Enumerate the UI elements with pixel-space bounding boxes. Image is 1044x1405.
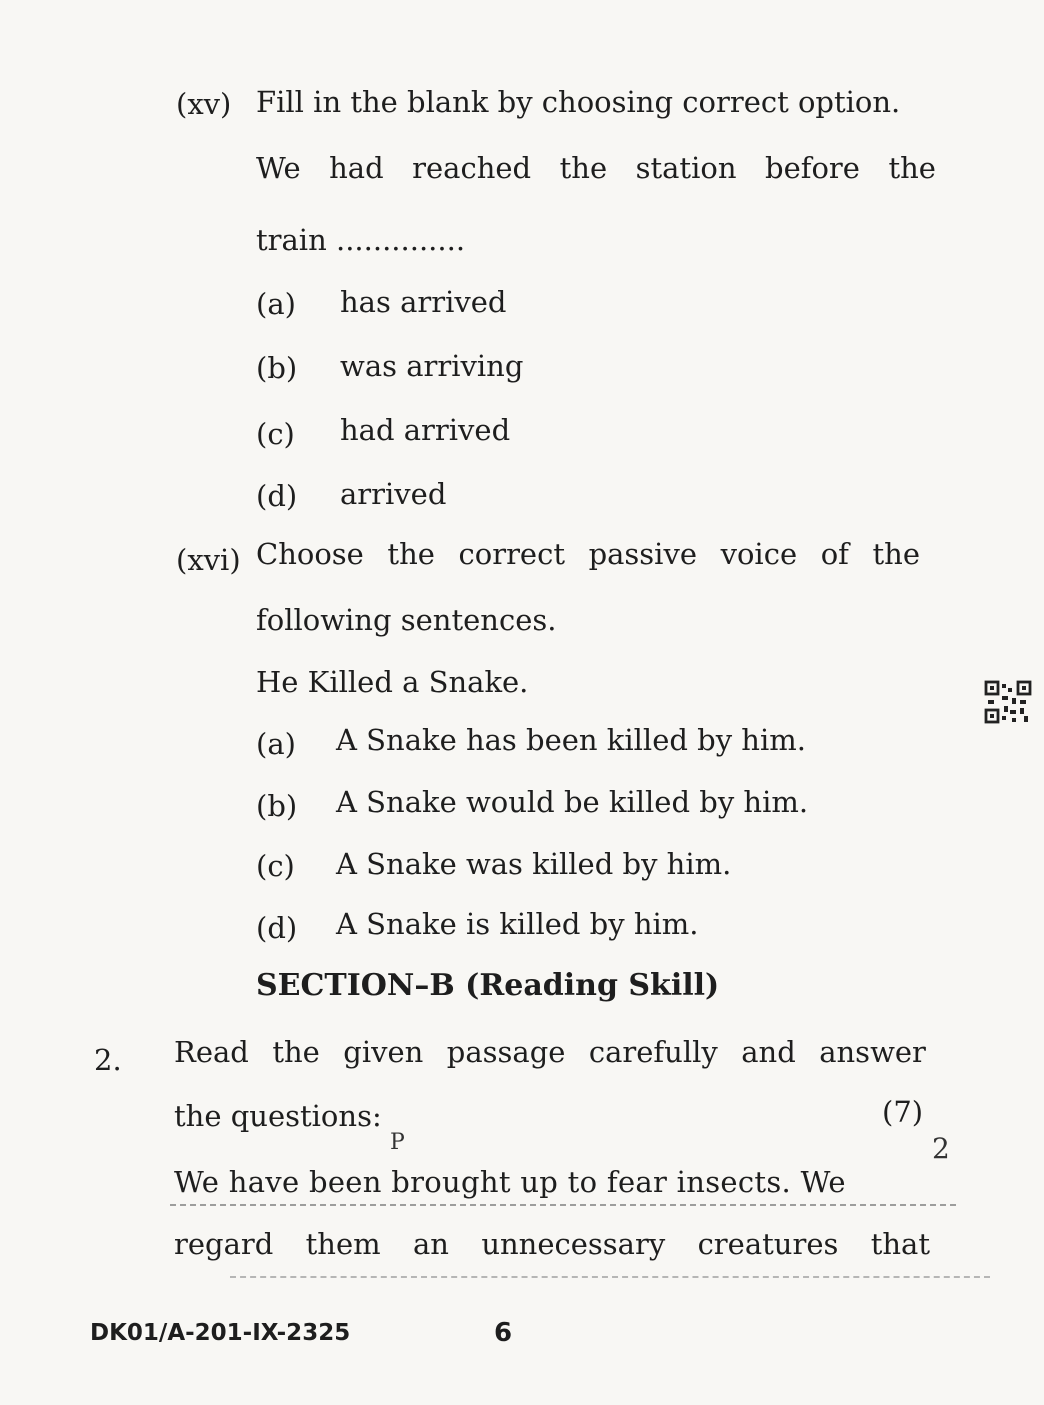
- question-prompt-end-xvi: following sentences.: [256, 603, 557, 637]
- question-number-xv: (xv): [176, 87, 232, 121]
- sentence-word: the: [888, 151, 936, 185]
- passage-word: regard: [174, 1227, 274, 1261]
- option-text-d: A Snake is killed by him.: [336, 907, 699, 941]
- option-letter-a: (a): [256, 287, 296, 321]
- sentence-word: before: [765, 151, 860, 185]
- sentence-word: reached: [412, 151, 532, 185]
- passage-word: that: [870, 1227, 930, 1261]
- handwritten-mark: P: [390, 1130, 405, 1155]
- prompt-word: the: [272, 1035, 320, 1069]
- option-letter-d: (d): [256, 911, 298, 945]
- passage-word: creatures: [697, 1227, 839, 1261]
- option-letter-c: (c): [256, 849, 295, 883]
- prompt-word: passive: [588, 537, 698, 571]
- question-prompt-xv: Fill in the blank by choosing correct option.: [256, 85, 901, 119]
- prompt-word: of: [820, 537, 849, 571]
- prompt-word: and: [741, 1035, 796, 1069]
- prompt-word: Read: [174, 1035, 249, 1069]
- sentence-word: had: [329, 151, 384, 185]
- question-sentence-xv: [256, 150, 936, 186]
- prompt-word: given: [343, 1035, 424, 1069]
- section-heading: SECTION–B (Reading Skill): [256, 968, 720, 1003]
- option-text-c: had arrived: [340, 413, 511, 447]
- option-letter-b: (b): [256, 351, 298, 385]
- option-text-b: was arriving: [340, 349, 524, 383]
- sentence-word: the: [559, 151, 608, 185]
- pencil-underline: [170, 1204, 956, 1206]
- question-sentence-xvi: He Killed a Snake.: [256, 665, 529, 699]
- passage-word: an: [413, 1227, 449, 1261]
- sentence-word: We: [256, 151, 301, 185]
- marks-label: (7): [882, 1095, 924, 1129]
- prompt-word: correct: [458, 537, 565, 571]
- option-text-a: A Snake has been killed by him.: [336, 723, 806, 757]
- question-prompt-2: [174, 1034, 926, 1070]
- sentence-word: station: [635, 151, 737, 185]
- option-text-d: arrived: [340, 477, 447, 511]
- option-letter-d: (d): [256, 479, 298, 513]
- paper-code: DK01/A-201-IX-2325: [90, 1320, 351, 1346]
- passage-line: [174, 1226, 930, 1262]
- passage-line: We have been brought up to fear insects. We: [174, 1165, 846, 1199]
- question-prompt-end-2: the questions:: [174, 1099, 382, 1133]
- page-number: 6: [494, 1318, 513, 1348]
- prompt-word: answer: [819, 1035, 926, 1069]
- question-number-2: 2.: [94, 1043, 122, 1077]
- prompt-word: the: [872, 537, 920, 571]
- option-letter-b: (b): [256, 789, 298, 823]
- qr-code-icon: [984, 680, 1032, 724]
- option-text-c: A Snake was killed by him.: [336, 847, 732, 881]
- prompt-word: Choose: [256, 537, 364, 571]
- passage-word: unnecessary: [481, 1227, 666, 1261]
- prompt-word: carefully: [588, 1035, 718, 1069]
- prompt-word: the: [387, 537, 435, 571]
- prompt-word: passage: [446, 1035, 566, 1069]
- question-sentence-end-xv: train ..............: [256, 223, 466, 257]
- prompt-word: voice: [720, 537, 798, 571]
- option-letter-c: (c): [256, 417, 295, 451]
- passage-word: them: [305, 1227, 381, 1261]
- option-letter-a: (a): [256, 727, 296, 761]
- option-text-b: A Snake would be killed by him.: [336, 785, 809, 819]
- question-number-xvi: (xvi): [176, 543, 241, 577]
- option-text-a: has arrived: [340, 285, 507, 319]
- handwritten-mark: 2: [932, 1132, 950, 1165]
- question-prompt-xvi: [256, 536, 920, 572]
- pencil-underline: [230, 1276, 990, 1278]
